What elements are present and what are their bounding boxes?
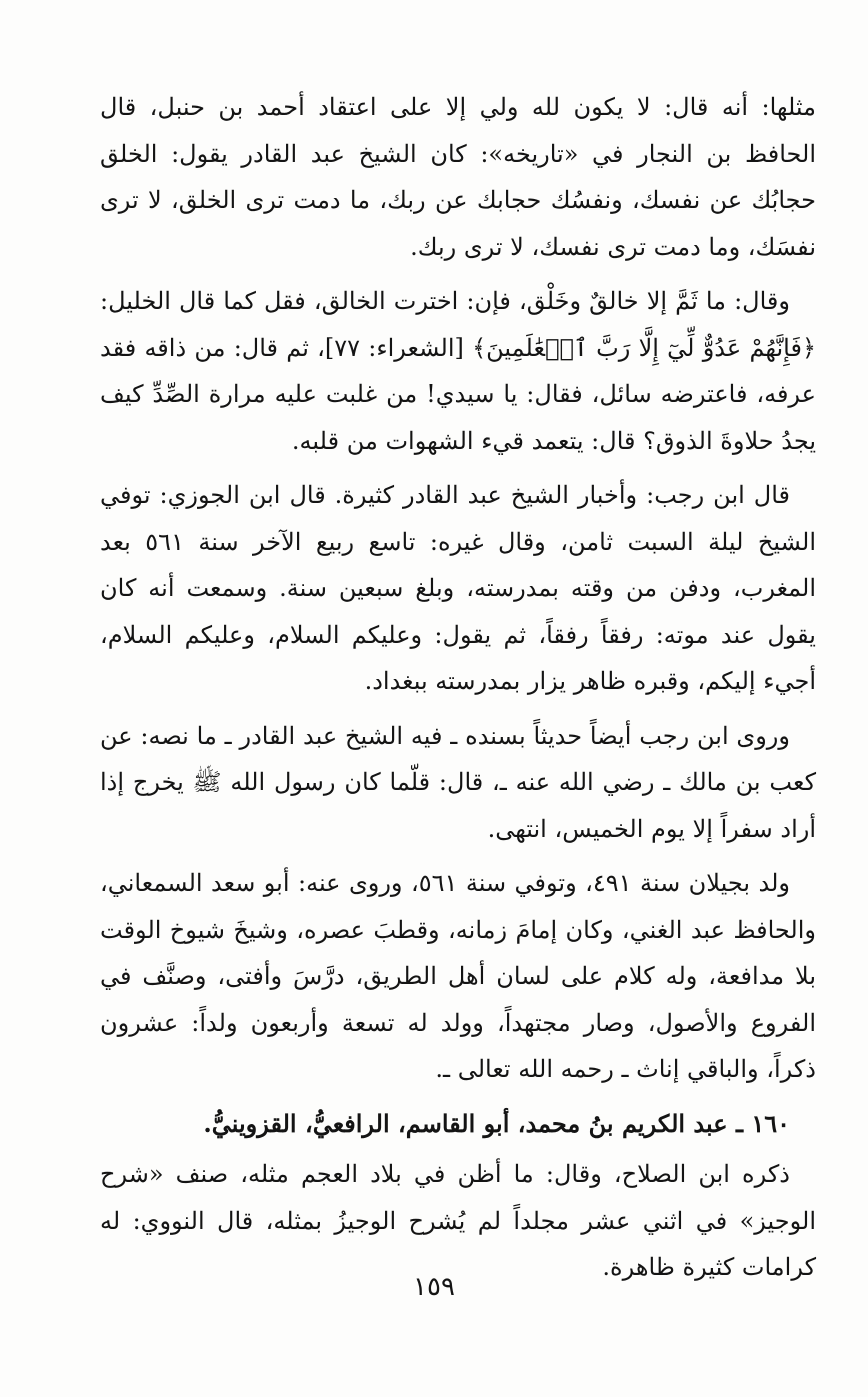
entry-paragraph: ذكره ابن الصلاح، وقال: ما أظن في بلاد العجم مثله، صنف «شرح الوجيز» في اثني عشر مجلداً لم يُشرح الوجيزُ بمثله، قال النووي: له كرامات كثيرة ظاهرة. bbox=[100, 1160, 816, 1281]
entry-heading: ١٦٠ ـ عبد الكريم بنُ محمد، أبو القاسم، الرافعيُّ، القزوينيُّ. bbox=[203, 1108, 790, 1138]
paragraph-creator-and-creation: وقال: ما ثَمَّ إلا خالقٌ وخَلْق، فإن: اخترت الخالق، فقل كما قال الخليل: ﴿فَإِنَّهُمْ عَدُوٌّ لِّيٓ إِلَّا رَبَّ ٱلۡعَٰلَمِينَ﴾ [الشعراء: ٧٧]، ثم قال: من ذاقه فقد عرفه، فاعترضه سائل، فقال: يا سيدي! من غلبت عليه مرارة الصِّدِّ كيف يجدُ حلاوةَ الذوق؟ قال: يتعمد قيء الشهوات من قلبه. bbox=[100, 287, 817, 455]
paragraph-hadith: وروى ابن رجب أيضاً حديثاً بسنده ـ فيه الشيخ عبد القادر ـ ما نصه: عن كعب بن مالك ـ رضي الله عنه ـ، قال: قلّما كان رسول الله ﷺ يخرج إذا أراد سفراً إلا يوم الخميس، انتهى. bbox=[100, 721, 816, 843]
paragraph-biography: ولد بجيلان سنة ٤٩١، وتوفي سنة ٥٦١، وروى عنه: أبو سعد السمعاني، والحافظ عبد الغني، وكان إمامَ زمانه، وقطبَ عصره، وشيخَ شيوخ الوقت بلا مدافعة، وله كلام على لسان أهل الطريق، درَّسَ وأفتى، وصنَّف في الفروع والأصول، وصار مجتهداً، وولد له تسعة وأربعون ولداً: عشرون ذكراً، والباقي إناث ـ رحمه الله تعالى ـ. bbox=[100, 869, 817, 1083]
page-number: ١٥٩ bbox=[413, 1272, 455, 1302]
paragraph-death-and-burial: قال ابن رجب: وأخبار الشيخ عبد القادر كثيرة. قال ابن الجوزي: توفي الشيخ ليلة السبت ثامن، وقال غيره: تاسع ربيع الآخر سنة ٥٦١ بعد المغرب، ودفن من وقته بمدرسته، وبلغ سبعين سنة. وسمعت أنه كان يقول عند موته: رفقاً رفقاً، ثم يقول: وعليكم السلام، وعليكم السلام، أجيء إليكم، وقبره ظاهر يزار بمدرسته ببغداد. bbox=[100, 481, 817, 695]
page-body-text bbox=[100, 84, 816, 1299]
paragraph-opening: مثلها: أنه قال: لا يكون لله ولي إلا على اعتقاد أحمد بن حنبل، قال الحافظ بن النجار في «تاريخه»: كان الشيخ عبد القادر يقول: الخلق حجابُك عن نفسك، ونفسُك حجابك عن ربك، ما دمت ترى الخلق، لا ترى نفسَك، وما دمت ترى نفسك، لا ترى ربك. bbox=[100, 93, 816, 261]
